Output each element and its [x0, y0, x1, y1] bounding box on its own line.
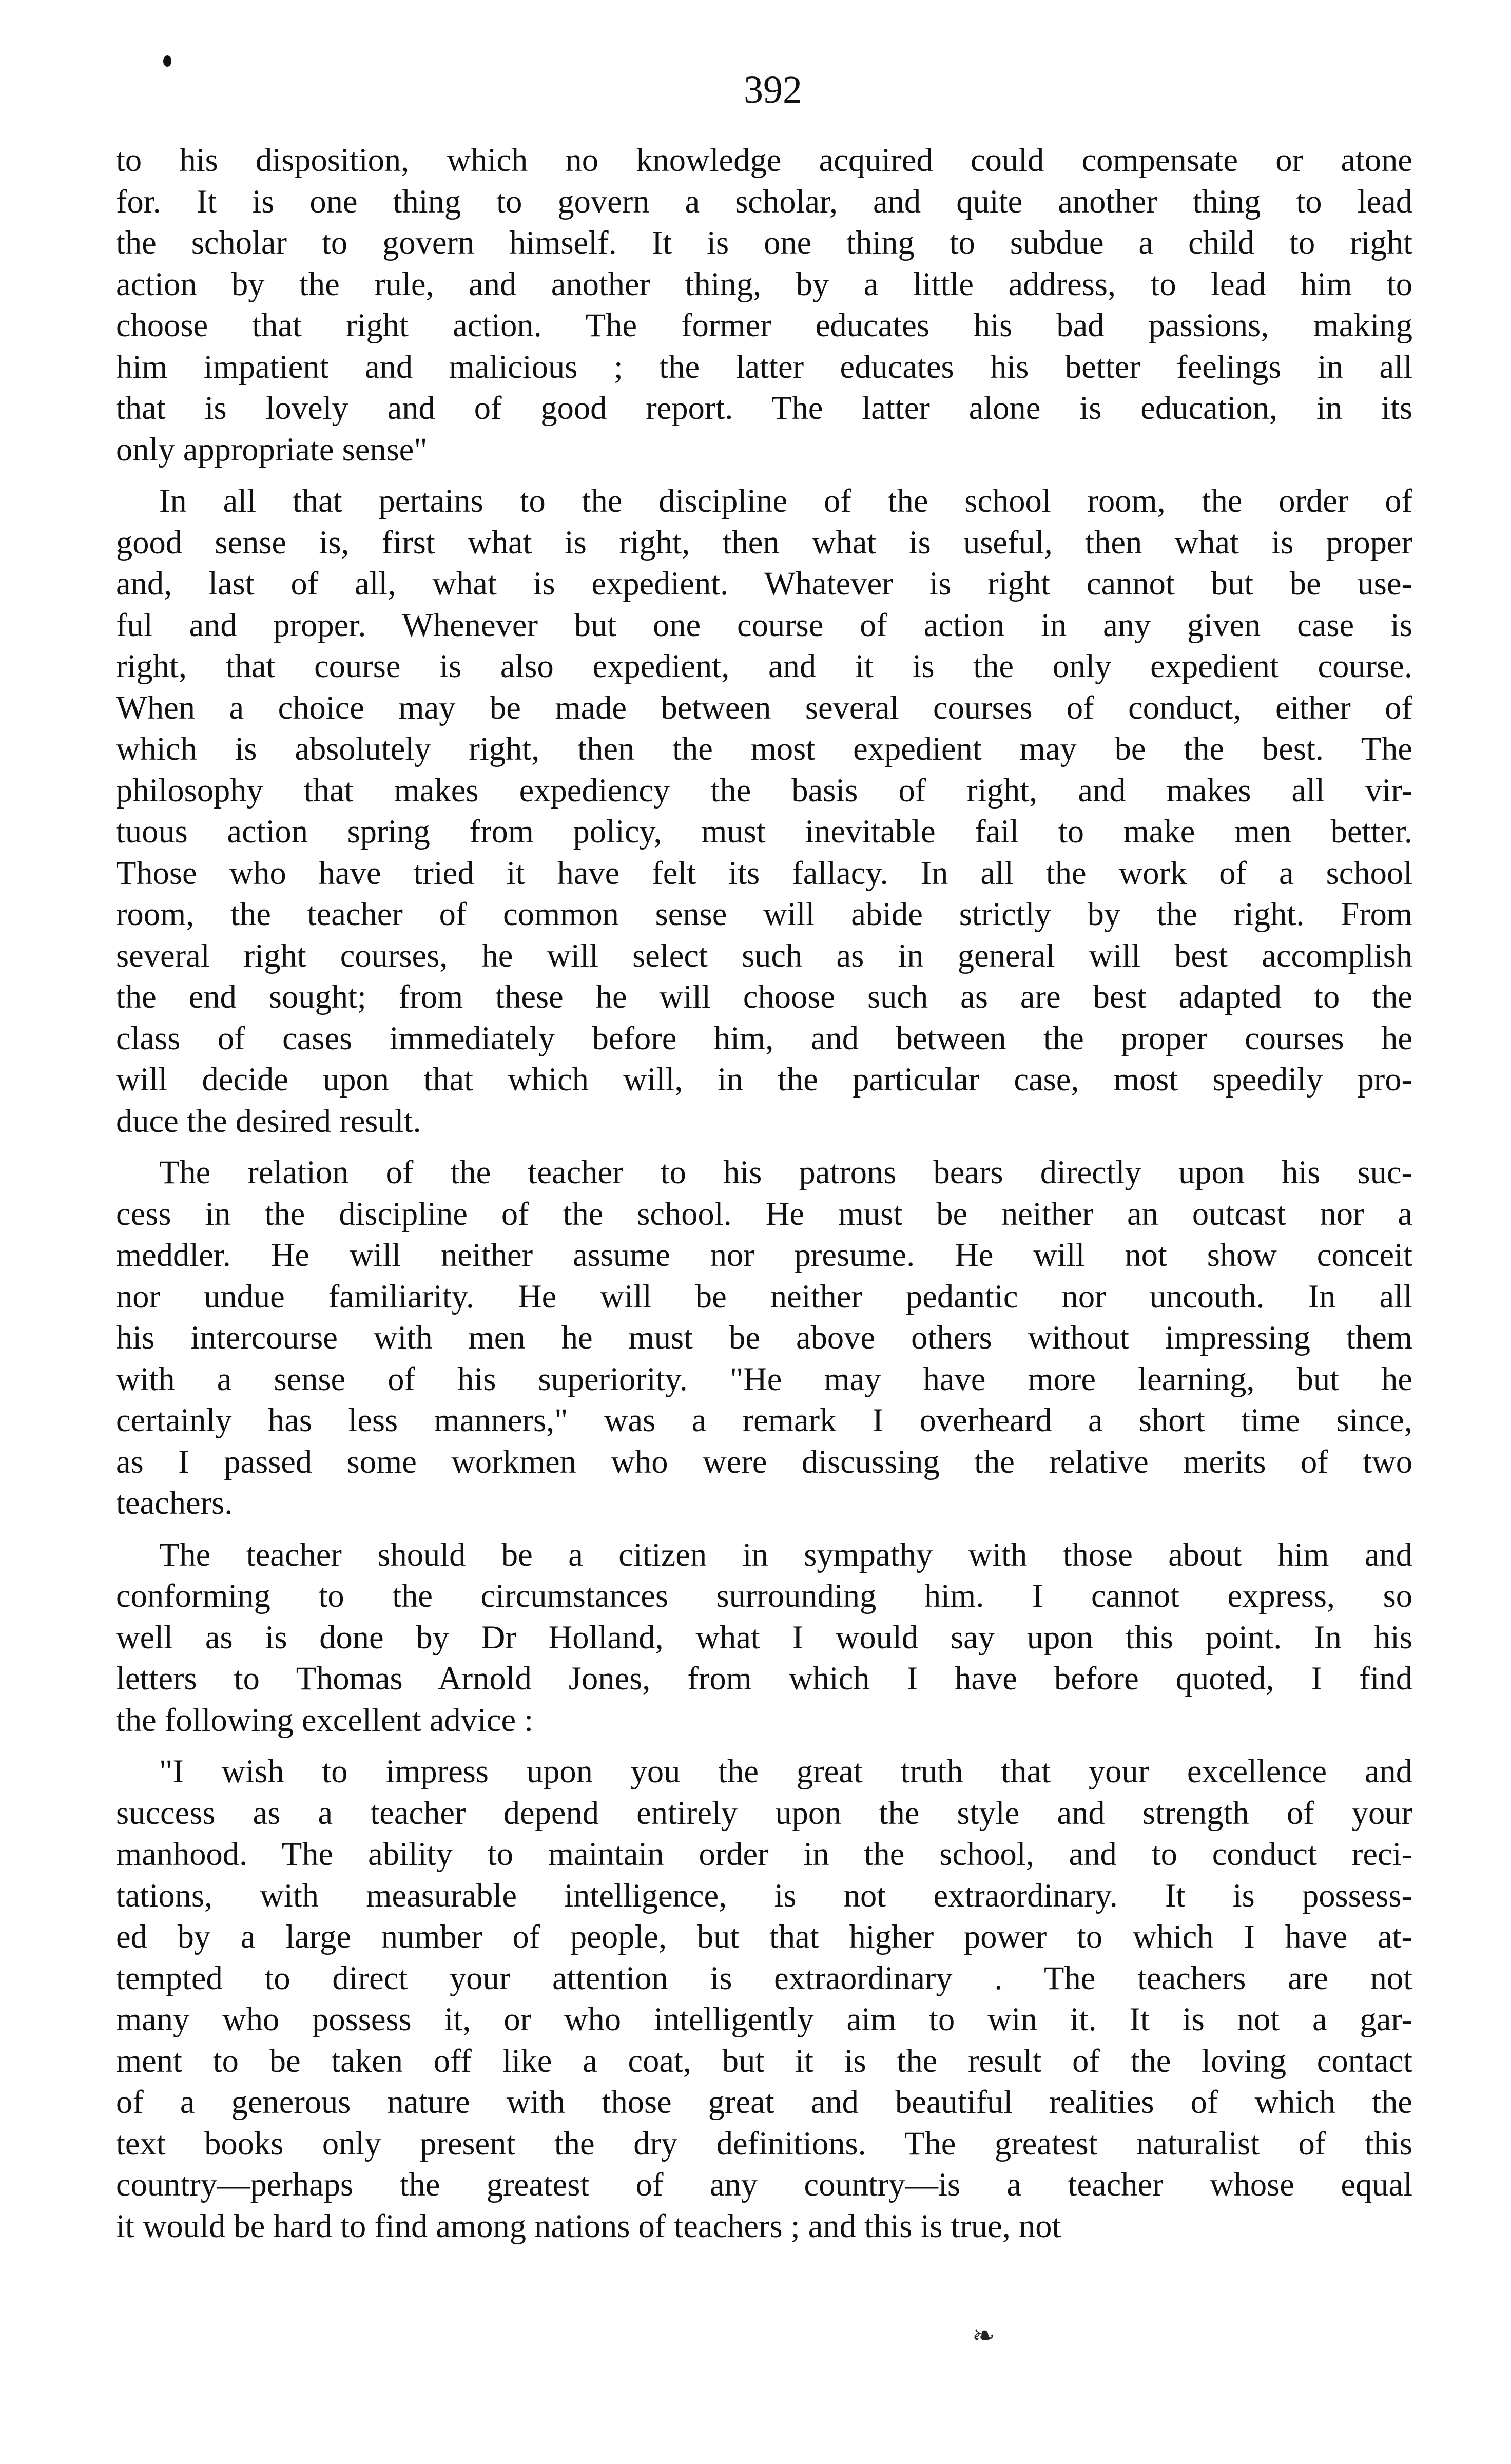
text-line: Those who have tried it have felt its fallacy. In all the work of a school [116, 854, 1412, 891]
text-line: that is lovely and of good report. The latter alone is education, in its [116, 390, 1412, 426]
text-line: duce the desired result. [116, 1102, 421, 1139]
text-line: tations, with measurable intelligence, is not extraordinary. It is possess- [116, 1877, 1412, 1914]
text-line: The teacher should be a citizen in sympathy with those about him and [159, 1536, 1412, 1573]
text-line: and, last of all, what is expedient. Whatever is right cannot but be use- [116, 565, 1412, 602]
text-line: cess in the discipline of the school. He must be neither an outcast nor a [116, 1195, 1412, 1232]
text-line: ful and proper. Whenever but one course of action in any given case is [116, 606, 1412, 643]
text-line: "I wish to impress upon you the great truth that your excellence and [159, 1753, 1412, 1789]
text-line: meddler. He will neither assume nor presume. He will not show conceit [116, 1237, 1412, 1273]
text-line: the scholar to govern himself. It is one thing to subdue a child to right [116, 224, 1412, 261]
text-line: tuous action spring from policy, must inevitable fail to make men better. [116, 813, 1412, 850]
paragraph-gap [116, 1741, 1412, 1751]
text-line: of a generous nature with those great and beautiful realities of which the [116, 2084, 1412, 2120]
text-line: will decide upon that which will, in the particular case, most speedily pro- [116, 1061, 1412, 1098]
ink-speck [163, 55, 171, 67]
text-line: the end sought; from these he will choose such as are best adapted to the [116, 978, 1412, 1015]
page-number: 392 [744, 68, 802, 111]
paragraph [116, 1152, 1412, 1524]
text-line: for. It is one thing to govern a scholar, and quite another thing to lead [116, 183, 1412, 220]
paragraph-gap [116, 1524, 1412, 1534]
text-line: room, the teacher of common sense will abide strictly by the right. From [116, 896, 1412, 932]
text-line: ment to be taken off like a coat, but it is the result of the loving contact [116, 2042, 1412, 2079]
text-line: good sense is, first what is right, then what is useful, then what is proper [116, 524, 1412, 561]
text-line: well as is done by Dr Holland, what I would say upon this point. In his [116, 1619, 1412, 1656]
text-line: certainly has less manners," was a remark I overheard a short time since, [116, 1402, 1412, 1438]
paragraph [116, 480, 1412, 1142]
body-text [116, 140, 1412, 2247]
paragraph [116, 140, 1412, 470]
paragraph [116, 1751, 1412, 2247]
text-line: nor undue familiarity. He will be neither pedantic nor uncouth. In all [116, 1278, 1412, 1315]
text-line: him impatient and malicious ; the latter educates his better feelings in all [116, 348, 1412, 385]
text-line: his intercourse with men he must be above others without impressing them [116, 1319, 1412, 1356]
text-line: success as a teacher depend entirely upon the style and strength of your [116, 1794, 1412, 1831]
text-line: manhood. The ability to maintain order in the school, and to conduct reci- [116, 1836, 1412, 1872]
paragraph-gap [116, 1142, 1412, 1152]
text-line: right, that course is also expedient, and it is the only expedient course. [116, 648, 1412, 684]
text-line: class of cases immediately before him, and between the proper courses he [116, 1019, 1412, 1056]
text-line: ed by a large number of people, but that higher power to which I have at- [116, 1918, 1412, 1955]
text-line: philosophy that makes expediency the basis of right, and makes all vir- [116, 772, 1412, 808]
text-line: the following excellent advice : [116, 1701, 534, 1738]
text-line: several right courses, he will select such as in general will best accomplish [116, 937, 1412, 974]
text-line: as I passed some workmen who were discussing the relative merits of two [116, 1443, 1412, 1480]
text-line: conforming to the circumstances surrounding him. I cannot express, so [116, 1577, 1412, 1614]
text-line: In all that pertains to the discipline of the school room, the order of [159, 483, 1412, 519]
text-line: only appropriate sense" [116, 431, 428, 468]
text-line: which is absolutely right, then the most expedient may be the best. The [116, 730, 1412, 767]
text-line: tempted to direct your attention is extraordinary . The teachers are not [116, 1959, 1412, 1996]
text-line: it would be hard to find among nations of teachers ; and this is true, not [116, 2207, 1061, 2244]
text-line: When a choice may be made between several courses of conduct, either of [116, 689, 1412, 726]
text-line: with a sense of his superiority. "He may have more learning, but he [116, 1360, 1412, 1397]
text-line: letters to Thomas Arnold Jones, from which I have before quoted, I find [116, 1660, 1412, 1697]
paragraph [116, 1534, 1412, 1741]
text-line: country—perhaps the greatest of any country—is a teacher whose equal [116, 2166, 1412, 2203]
text-line: action by the rule, and another thing, by a little address, to lead him to [116, 265, 1412, 302]
text-line: teachers. [116, 1485, 233, 1521]
text-line: The relation of the teacher to his patrons bears directly upon his suc- [159, 1154, 1412, 1190]
paragraph-gap [116, 470, 1412, 480]
text-line: choose that right action. The former educates his bad passions, making [116, 307, 1412, 343]
printer-ornament: ❧ [972, 2320, 996, 2351]
text-line: to his disposition, which no knowledge acquired could compensate or atone [116, 142, 1412, 178]
text-line: text books only present the dry definitions. The greatest naturalist of this [116, 2125, 1412, 2162]
text-line: many who possess it, or who intelligently aim to win it. It is not a gar- [116, 2001, 1412, 2037]
